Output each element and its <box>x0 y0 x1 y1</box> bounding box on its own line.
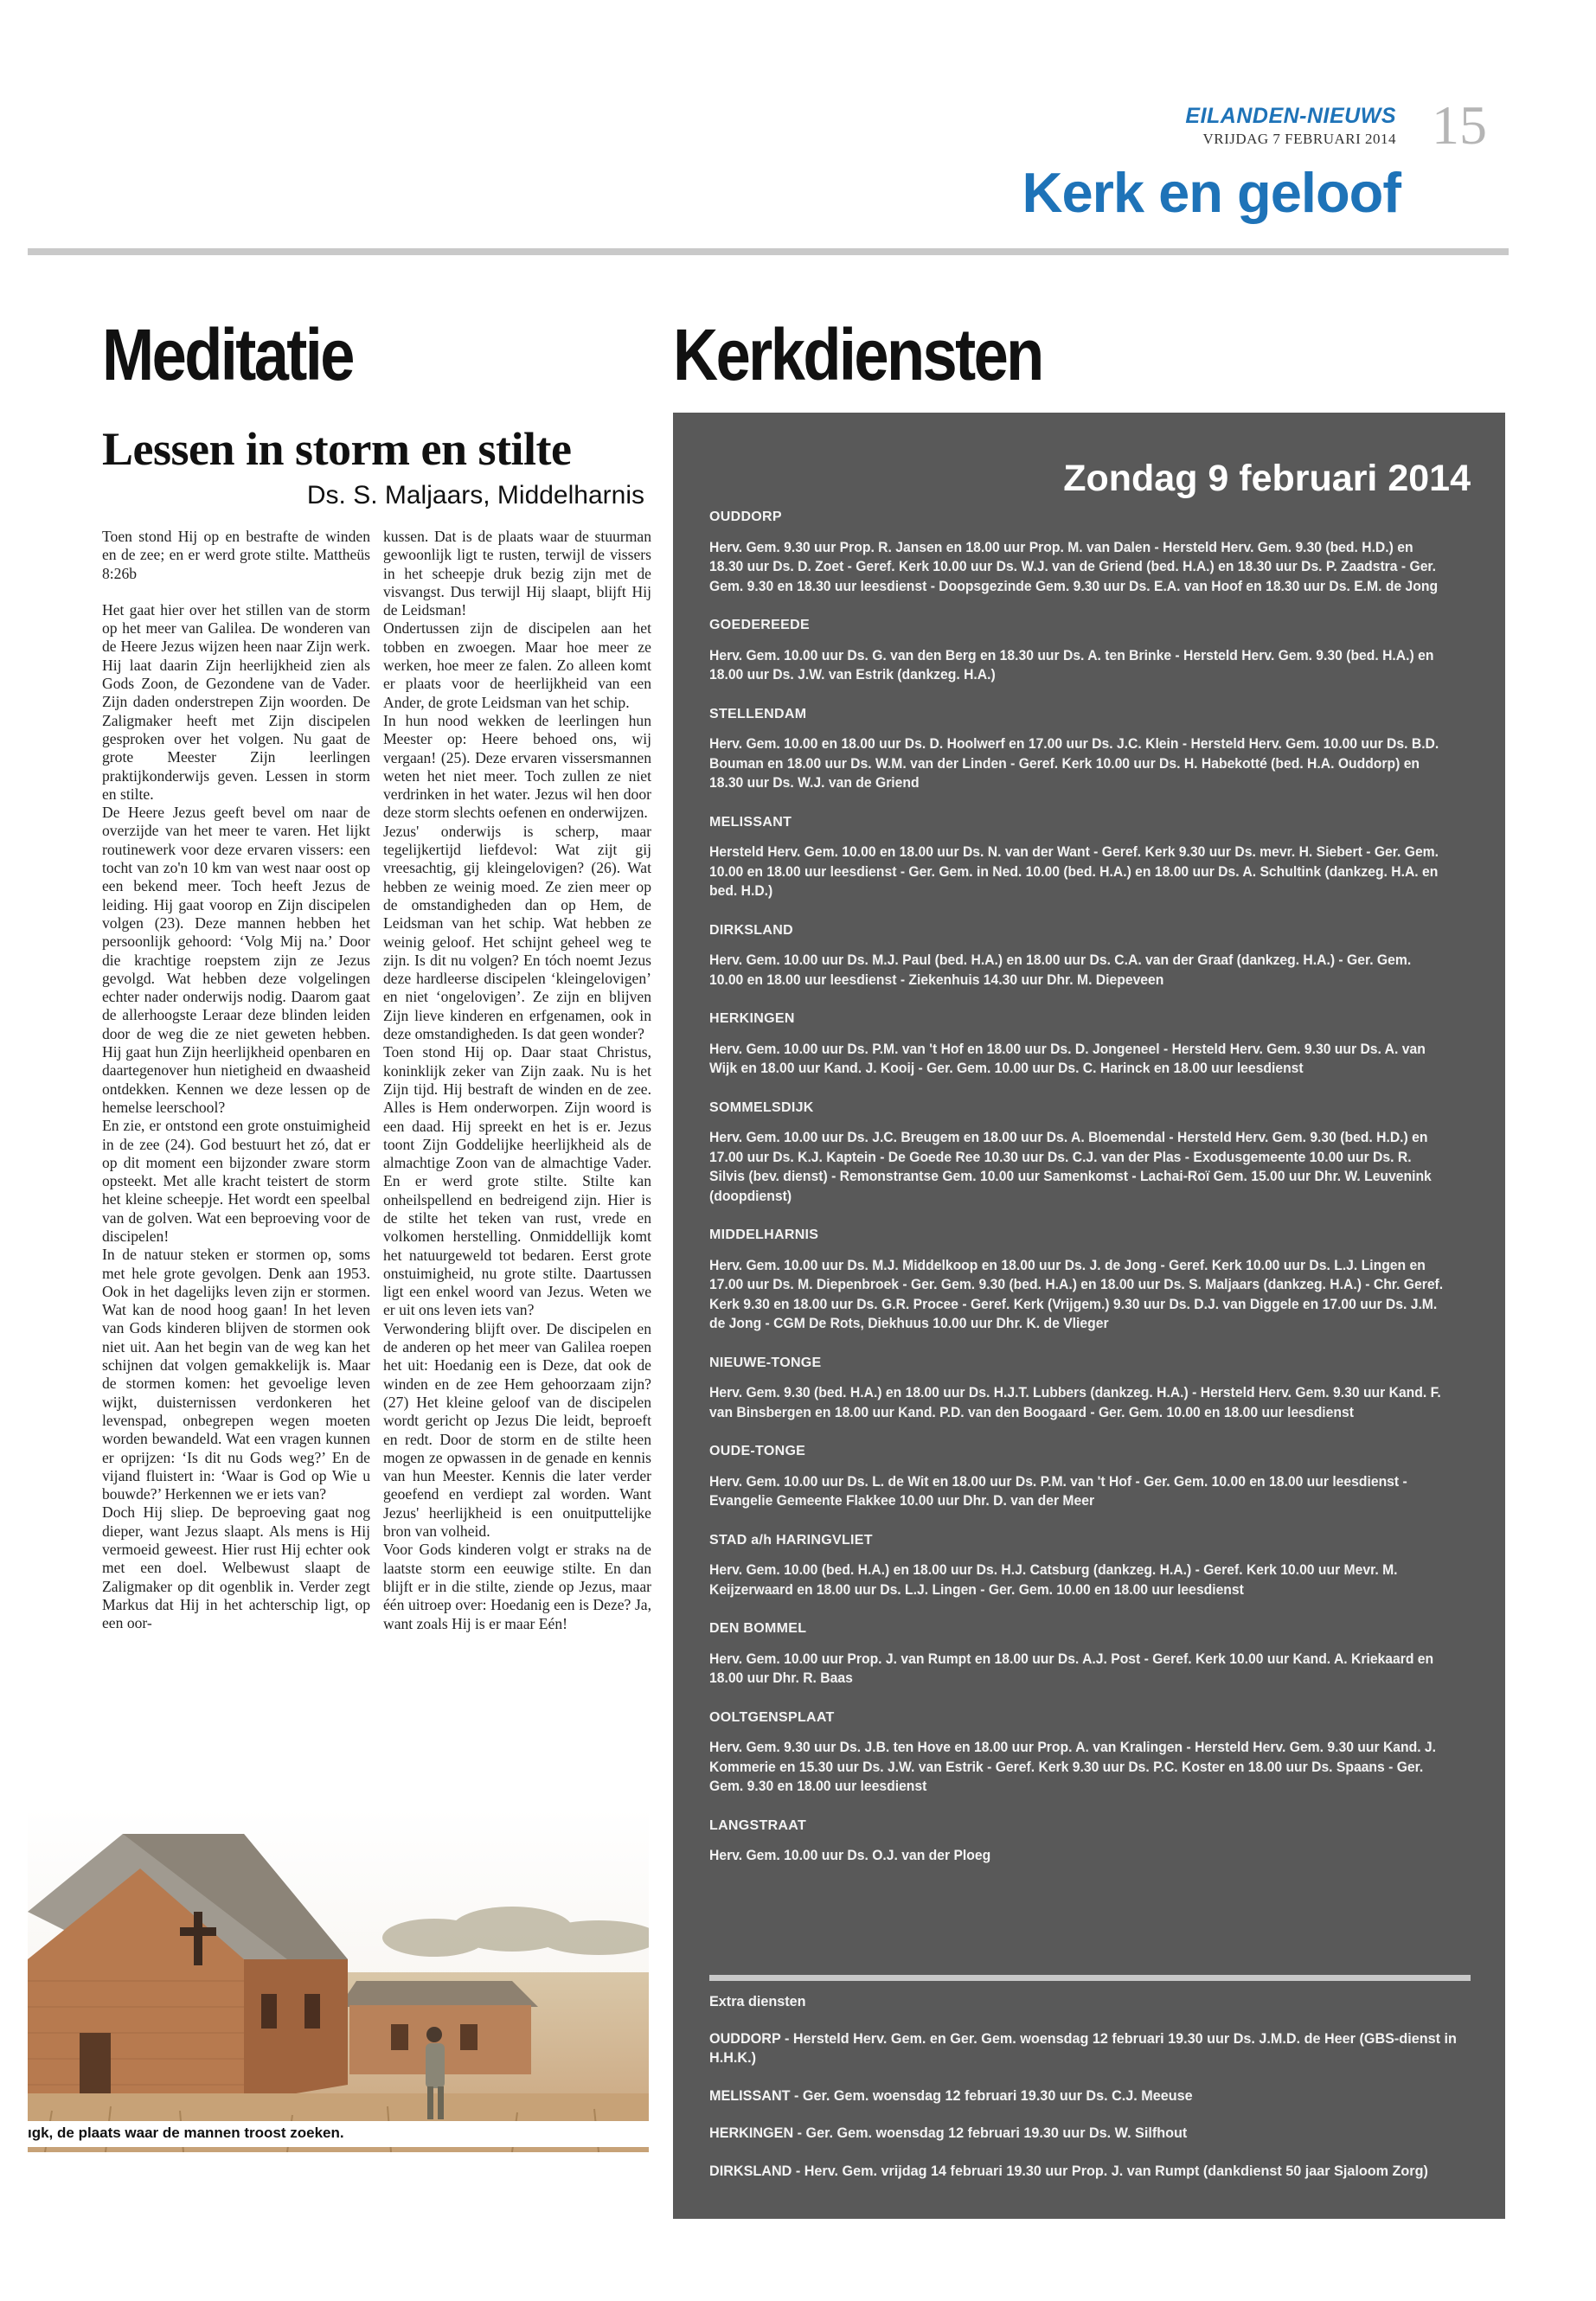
article-author: Ds. S. Maljaars, Middelharnis <box>306 481 644 510</box>
place-name: MELISSANT <box>709 814 792 830</box>
place-name: DEN BOMMEL <box>709 1621 807 1636</box>
place-name: OUDDORP <box>709 510 782 524</box>
place-services: Herv. Gem. 10.00 uur Ds. M.J. Paul (bed. H.A.) en 18.00 uur Ds. C.A. van der Graaf (dankzeg. H.A.) - Ger. Gem. 10.00 en 18.00 uur leesdienst - Ziekenhuis 14.30 uur Dhr. M. Diepeveen <box>709 952 1412 988</box>
place-services: Herv. Gem. 10.00 en 18.00 uur Ds. D. Hoolwerf en 17.00 uur Ds. J.C. Klein - Hersteld Herv. Gem. 10.00 uur Ds. B.D. Bouman en 18.00 uur Ds. W.M. van der Linden - Geref. Kerk 10.00 uur Ds. H. Habekotté (bed. H.A. Ouddorp) en 18.30 uur Ds. W.J. van de Griend <box>709 736 1439 791</box>
extra-service-item: OUDDORP - Hersteld Herv. Gem. en Ger. Gem. woensdag 12 februari 19.30 uur Ds. J.M.D. de Heer (GBS-dienst in H.H.K.) <box>709 2030 1457 2066</box>
header-divider <box>28 248 1509 255</box>
place-name: STELLENDAM <box>709 706 807 721</box>
article-column-1 <box>102 528 370 1633</box>
article-paragraph: Toen stond Hij op. Daar staat Christus, koninklijk zeker van Zijn zaak. Nu is het Zijn tijd. Hij bestraft de winden en de zee. Alles is Hem onderworpen. Zijn woord is een daad. Hij spreekt en het is er. Jezus toont Zijn Goddelijke heerlijkheid als de almachtige Zoon van de almachtige Vader. En er werd grote stilte. Stilte kan onheilspellend en bedreigend zijn. Hier is de stilte het teken van rust, vrede en volkomen herstelling. Onmiddellijk komt het natuurgeweld tot bedaren. Eerst grote onstuimigheid, nu grote stilte. Daartussen ligt een enkel woord van Jezus. Weten we er uit ons leven iets van? <box>383 1043 651 1319</box>
photo-caption: ıgk, de plaats waar de mannen troost zoeken. <box>28 2121 649 2147</box>
place-services: Hersteld Herv. Gem. 10.00 en 18.00 uur Ds. N. van der Want - Geref. Kerk 9.30 uur Ds. mevr. H. Siebert - Ger. Gem. 10.00 en 18.00 uur leesdienst - Ger. Gem. in Ned. 10.00 (bed. H.A.) en 18.00 uur Ds. A. Schultink (dankzeg. H.A. en bed. H.D.) <box>709 844 1439 899</box>
place-name: SOMMELSDIJK <box>709 1099 814 1115</box>
services-box <box>673 413 1505 2219</box>
place-services: Herv. Gem. 9.30 uur Ds. J.B. ten Hove en 18.00 uur Prop. A. van Kralingen - Hersteld Herv. Gem. 9.30 uur Kand. J. Kommerie en 15.30 uur Ds. J.W. van Estrik - Geref. Kerk 9.30 uur Ds. P.C. Koster en 18.00 uur Ds. Spaans - Ger. Gem. 9.30 en 18.00 uur leesdienst <box>709 1740 1437 1794</box>
place-name: OOLTGENSPLAAT <box>709 1709 835 1725</box>
masthead <box>1171 104 1396 148</box>
issue-date: VRIJDAG 7 FEBRUARI 2014 <box>1202 131 1396 147</box>
article-paragraph: Verwondering blijft over. De discipelen en de anderen op het meer van Galilea roepen het uit: Hoedanig een is Deze, dat ook de winden en de zee Hem gehoorzaam zijn? (27) Het kleine geloof van de discipelen wordt gericht op Jezus Die leidt, beproeft en redt. Door de storm en de stilte heen mogen ze opwassen in de genade en kennis van hun Meester. Kennis die later verder geoefend en verdiept zal worden. Want Jezus' heerlijkheid is een onuitputtelijke bron van volheid. <box>383 1319 651 1541</box>
extra-service-item: HERKINGEN - Ger. Gem. woensdag 12 februari 19.30 uur Ds. W. Silfhout <box>709 2125 1188 2141</box>
newspaper-logo: EILANDEN-NIEUWS <box>1185 104 1396 128</box>
section-title: Kerk en geloof <box>1022 161 1401 224</box>
place-name: MIDDELHARNIS <box>709 1227 819 1242</box>
services-date: Zondag 9 februari 2014 <box>1063 458 1471 499</box>
article-paragraph: De Heere Jezus geeft bevel om naar de overzijde van het meer te varen. Het lijkt routinewerk voor deze ervaren vissers: een tocht van zo'n 10 km van west naar oost op een bekend meer. Toch heeft Jezus de leiding. Hij gaat voorop en Zijn discipelen volgen (23). Deze mannen hebben het persoonlijk gehoord: ‘Volg Mij na.’ Door die krachtige roepstem zijn ze Jezus gevolgd. Wat hebben deze volgelingen echter nader onderwijs nodig. Daarom gaat de allerhoogste Leraar deze blinden leiden door de weg die ze niet geweten hebben. Hij gaat hun Zijn heerlijkheid openbaren en daartegenover hun nietigheid en dwaasheid ontdekken. Kennen we deze lessen op de hemelse leerschool? <box>102 804 370 1116</box>
place-services: Herv. Gem. 10.00 (bed. H.A.) en 18.00 uur Ds. H.J. Catsburg (dankzeg. H.A.) - Geref. Kerk 10.00 uur Mevr. M. Keijzerwaard en 18.00 uur Ds. L.J. Lingen - Ger. Gem. 10.00 en 18.00 uur leesdienst <box>709 1562 1398 1598</box>
place-name: OUDE-TONGE <box>709 1444 806 1458</box>
services-list <box>709 508 1471 1886</box>
church-photo <box>28 1808 649 2152</box>
article-paragraph: Jezus' onderwijs is scherp, maar tegelijkertijd liefdevol: Wat zijt gij vreesachtig, gij kleingelovigen? (26). Wat hebben ze weinig moed. Ze zien meer op de omstandigheden dan op Hem, de Leidsman van het schip. Wat hebben ze weinig geloof. Het schijnt geheel weg te zijn. Is dit nu volgen? En tóch noemt Jezus deze hardleerse discipelen ‘kleingelovigen’ en niet ‘ongelovigen’. Ze zijn en blijven Zijn lieve kinderen en erfgenamen, ook in deze omstandigheden. Is dat geen wonder? <box>383 822 651 1043</box>
article-paragraph: Het gaat hier over het stillen van de storm op het meer van Galilea. De wonderen van de Heere Jezus wijzen heen naar Zijn werk. Hij laat daarin Zijn heerlijkheid zien als Gods Zoon, de Gezondene van de Vader. Zijn daden onderstrepen Zijn woorden. De Zaligmaker heeft met Zijn discipelen gesproken over het volgen. Nu gaat de grote Meester Zijn leerlingen praktijkonderwijs geven. Lessen in storm en stilte. <box>102 600 370 803</box>
place-services: Herv. Gem. 10.00 uur Ds. G. van den Berg en 18.30 uur Ds. A. ten Brinke - Hersteld Herv. Gem. 9.30 (bed. H.A.) en 18.00 uur Ds. J.W. van Estrik (dankzeg. H.A.) <box>709 647 1434 683</box>
article-paragraph: In hun nood wekken de leerlingen hun Meester op: Heere behoed ons, wij vergaan! (25). Deze ervaren vissersmannen weten het niet meer. Toch zullen ze niet verdrinken in het water. Jezus wil hen door deze storm slechts oefenen en onderwijzen. <box>383 711 651 822</box>
place-services: Herv. Gem. 9.30 (bed. H.A.) en 18.00 uur Ds. H.J.T. Lubbers (dankzeg. H.A.) - Hersteld Herv. Gem. 9.30 uur Kand. F. van Binsbergen en 18.00 uur Kand. P.D. van den Boogaard - Ger. Gem. 10.00 en 18.00 uur leesdienst <box>709 1385 1441 1420</box>
place-name: HERKINGEN <box>709 1011 795 1026</box>
article-paragraph: Ondertussen zijn de discipelen aan het tobben en zwoegen. Maar hoe meer ze werken, hoe meer ze falen. Zo alleen komt er plaats voor de heerlijkheid van een Ander, de grote Leidsman van het schip. <box>383 619 651 711</box>
place-services: Herv. Gem. 10.00 uur Ds. J.C. Breugem en 18.00 uur Ds. A. Bloemendal - Hersteld Herv. Gem. 9.30 (bed. H.D.) en 17.00 uur Ds. K.J. Kaptein - De Goede Ree 10.30 uur Ds. C.J. van der Plas - Exodusgemeente 10.00 uur Ds. R. Silvis (bev. dienst) - Remonstrantse Gem. 10.00 uur Samenkomst - Lachai-Roï Gem. 15.00 uur Dhr. W. Leuvenink (doopdienst) <box>709 1130 1432 1204</box>
bible-verse: Toen stond Hij op en bestrafte de winden en de zee; en er werd grote stilte. Mattheüs 8:26b <box>102 528 370 582</box>
article-paragraph: In de natuur steken er stormen op, soms met hele grote gevolgen. Denk aan 1953. Ook in het dagelijks leven zijn er stormen. Wat kan de nood hoog gaan! In het leven van Gods kinderen blijven de stormen ook niet uit. Aan het begin van de weg kan het schijnen dat volgen gemakkelijk is. Maar de stormen komen: het gevoelige leven wijkt, duisternissen verdonkeren het levenspad, onbegrepen wegen moeten worden bewandeld. Wat een vragen kunnen er oprijzen: ‘Is dit nu Gods weg?’ En de vijand fluistert in: ‘Waar is God op Wie u bouwde?’ Herkennen we er iets van? <box>102 1246 370 1503</box>
article-title: Lessen in storm en stilte <box>102 423 572 475</box>
extra-service-item: MELISSANT - Ger. Gem. woensdag 12 februari 19.30 uur Ds. C.J. Meeuse <box>709 2087 1193 2104</box>
page-number: 15 <box>1432 94 1487 156</box>
meditatie-heading: Meditatie <box>102 314 353 395</box>
article-paragraph: kussen. Dat is de plaats waar de stuurman gewoonlijk ligt te rusten, terwijl de vissers in het scheepje druk bezig zijn met de visvangst. Dus terwijl Hij slaapt, blijft Hij de Leidsman! <box>383 528 651 619</box>
place-name: STAD a/h HARINGVLIET <box>709 1532 873 1548</box>
place-services: Herv. Gem. 10.00 uur Prop. J. van Rumpt en 18.00 uur Ds. A.J. Post - Geref. Kerk 10.00 uur Kand. A. Kriekaard en 18.00 uur Dhr. R. Baas <box>709 1650 1434 1686</box>
place-name: LANGSTRAAT <box>709 1817 807 1833</box>
extra-services-heading: Extra diensten <box>709 1994 806 2009</box>
place-name: DIRKSLAND <box>709 922 793 938</box>
place-services: Herv. Gem. 10.00 uur Ds. L. de Wit en 18.00 uur Ds. P.M. van 't Hof - Ger. Gem. 10.00 en 18.00 uur leesdienst - Evangelie Gemeente Flakkee 10.00 uur Dhr. D. van der Meer <box>709 1473 1407 1509</box>
place-services: Herv. Gem. 10.00 uur Ds. O.J. van der Ploeg <box>709 1848 991 1863</box>
place-services: Herv. Gem. 10.00 uur Ds. M.J. Middelkoop en 18.00 uur Ds. J. de Jong - Geref. Kerk 10.00 uur Ds. L.J. Lingen en 17.00 uur Ds. M. Diepenbroek - Ger. Gem. 9.30 (bed. H.A.) en 18.00 uur Ds. S. Maljaars (dankzeg. H.A.) - Chr. Geref. Kerk 9.30 en 18.00 uur Ds. G.R. Procee - Geref. Kerk (Vrijgem.) 9.30 uur Ds. D.J. van Diggele en 17.00 uur Ds. J.M. de Jong - CGM De Rots, Diekhuus 10.00 uur Dhr. K. de Vlieger <box>709 1257 1444 1331</box>
extra-services-divider <box>709 1975 1471 1981</box>
extra-service-item: DIRKSLAND - Herv. Gem. vrijdag 14 februari 19.30 uur Prop. J. van Rumpt (dankdienst 50 jaar Sjaloom Zorg) <box>709 2163 1428 2179</box>
article-column-2 <box>383 528 651 1633</box>
place-services: Herv. Gem. 10.00 uur Ds. P.M. van 't Hof en 18.00 uur Ds. D. Jongeneel - Hersteld Herv. Gem. 9.30 uur Ds. A. van Wijk en 18.00 uur Kand. J. Kooij - Ger. Gem. 10.00 uur Ds. C. Harinck en 18.00 uur leesdienst <box>709 1041 1426 1076</box>
place-services: Herv. Gem. 9.30 uur Prop. R. Jansen en 18.00 uur Prop. M. van Dalen - Hersteld Herv. Gem. 9.30 (bed. H.D.) en 18.30 uur Ds. D. Zoet - Geref. Kerk 10.00 uur Ds. W.J. van de Griend (bed. H.A.) en 18.30 uur Ds. P. Zaadstra - Ger. Gem. 9.30 en 18.30 uur leesdienst - Doopsgezinde Gem. 9.30 uur Ds. E.A. van Hoof en 18.30 uur Ds. E.M. de Jong <box>709 539 1439 594</box>
place-name: NIEUWE-TONGE <box>709 1355 822 1370</box>
extra-services <box>709 1992 1471 2199</box>
article-paragraph: Voor Gods kinderen volgt er straks na de laatste storm een eeuwige stilte. En dan blijft er in die stilte, ziende op Jezus, maar één uitroep over: Hoedanig een is Deze? Ja, want zoals Hij is er maar Eén! <box>383 1541 651 1632</box>
article-paragraph: Doch Hij sliep. De beproeving gaat nog dieper, want Jezus slaapt. Als mens is Hij vermoeid geweest. Hier rust Hij echter ook met een doel. Welbewust slaapt de Zaligmaker op dit ogenblik in. Verder zegt Markus dat Hij in het achterschip ligt, op een oor- <box>102 1503 370 1632</box>
church-illustration <box>28 1808 649 2152</box>
place-name: GOEDEREEDE <box>709 618 810 632</box>
kerkdiensten-heading: Kerkdiensten <box>673 314 1042 395</box>
article-paragraph: En zie, er ontstond een grote onstuimigheid in de zee (24). God bestuurt het zó, dat er op dit moment een bijzonder zware storm opsteekt. Met alle kracht teistert de storm het kleine scheepje. Het wordt een speelbal van de golven. Wat een beproeving voor de discipelen! <box>102 1117 370 1245</box>
